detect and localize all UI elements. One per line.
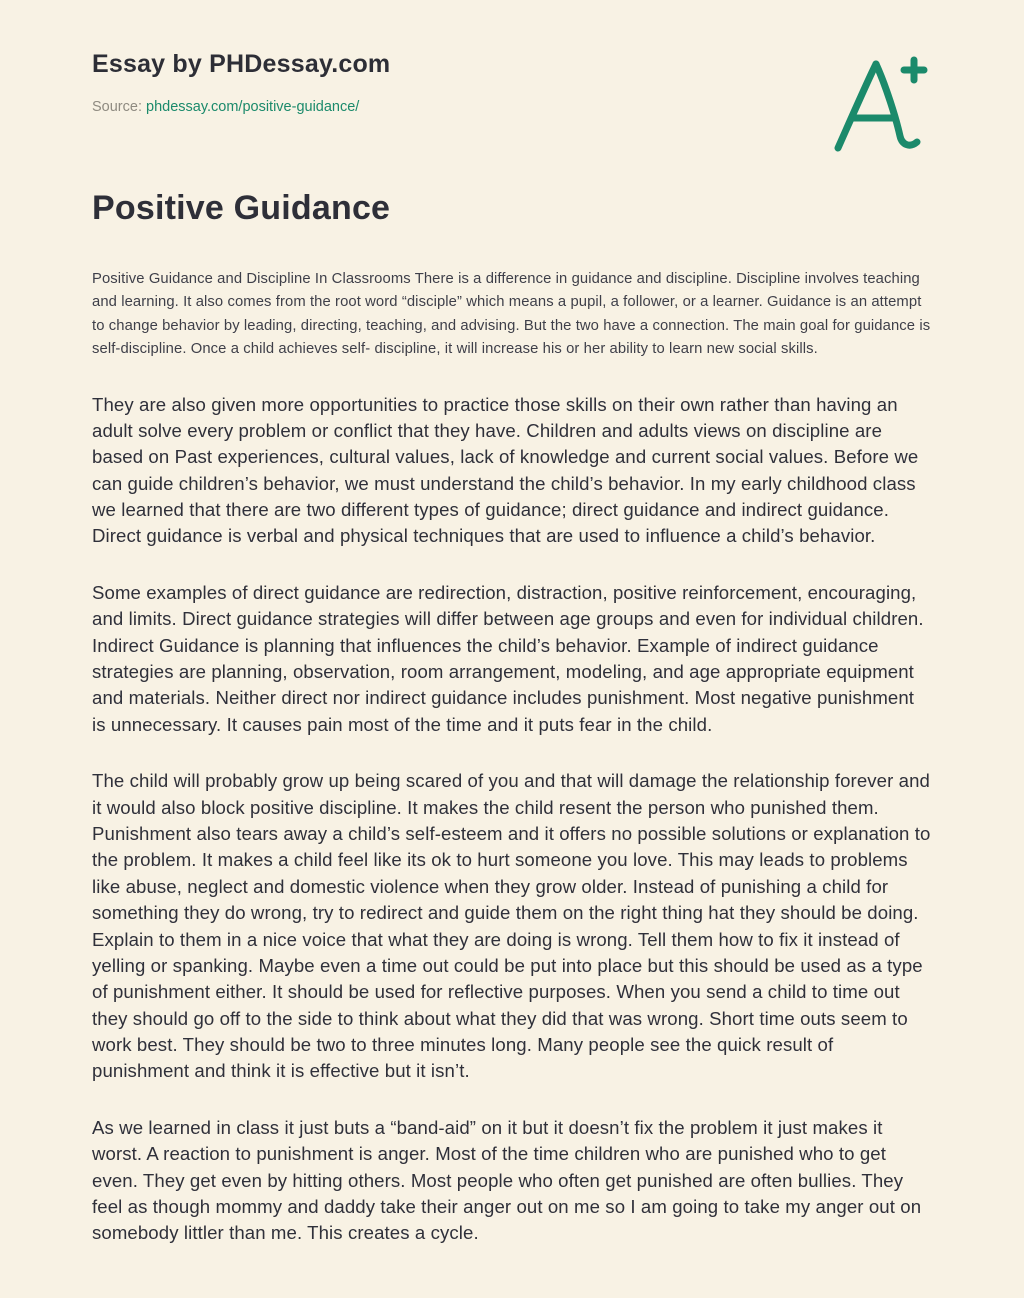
- source-link[interactable]: phdessay.com/positive-guidance/: [146, 99, 360, 115]
- source-label: Source:: [92, 99, 142, 115]
- body-paragraph: They are also given more opportunities to practice those skills on their own rather than having an adult solve every problem or conflict that they have. Children and adults views on discipline are based on Past experiences, cultural values, lack of knowledge and current social values. Before we can guide children’s behavior, we must understand the child’s behavior. In my early childhood class we learned that there are two different types of guidance; direct guidance and indirect guidance. Direct guidance is verbal and physical techniques that are used to influence a child’s behavior.: [92, 393, 919, 547]
- body-paragraph: As we learned in class it just buts a “band-aid” on it but it doesn’t fix the problem it just makes it worst. A reaction to punishment is anger. Most of the time children who are punished who to get even. They get even by hitting others. Most people who often get punished are often bullies. They feel as though mommy and daddy take their anger out on me so I am going to take my anger out on somebody littler than me. This creates a cycle.: [92, 1116, 922, 1244]
- phdessay-aplus-logo-icon[interactable]: [824, 52, 928, 156]
- body-paragraph: Some examples of direct guidance are redirection, distraction, positive reinforcement, encouraging, and limits. Direct guidance strategies will differ between age groups and even for individual children. Indirect Guidance is planning that influences the child’s behavior. Example of indirect guidance strategies are planning, observation, room arrangement, modeling, and age appropriate equipment and materials. Neither direct nor indirect guidance includes punishment. Most negative punishment is unnecessary. It causes pain most of the time and it puts fear in the child.: [92, 581, 924, 735]
- intro-paragraph: Positive Guidance and Discipline In Classrooms There is a difference in guidance and discipline. Discipline involves teaching and learning. It also comes from the root word “disciple” which means a pupil, a follower, or a learner. Guidance is an attempt to change behavior by leading, directing, teaching, and advising. But the two have a connection. The main goal for guidance is self-discipline. Once a child achieves self- discipline, it will increase his or her ability to learn new social skills.: [92, 271, 931, 358]
- essay-byline: Essay by PHDessay.com: [92, 50, 391, 78]
- body-paragraph: The child will probably grow up being scared of you and that will damage the relationship forever and it would also block positive discipline. It makes the child resent the person who punished them. Punishment also tears away a child’s self-esteem and it offers no possible solutions or explanation to the problem. It makes a child feel like its ok to hurt someone you love. This may leads to problems like abuse, neglect and domestic violence when they grow older. Instead of punishing a child for something they do wrong, try to redirect and guide them on the right thing hat they should be doing. Explain to them in a nice voice that what they are doing is wrong. Tell them how to fix it instead of yelling or spanking. Maybe even a time out could be put into place but this should be used as a type of punishment either. It should be used for reflective purposes. When you send a child to time out they should go off to the side to think about what they did that was wrong. Short time outs seem to work best. They should be two to three minutes long. Many people see the quick result of punishment and think it is effective but it isn’t.: [92, 770, 931, 1082]
- source-line: [92, 99, 932, 115]
- page-title: Positive Guidance: [92, 189, 391, 227]
